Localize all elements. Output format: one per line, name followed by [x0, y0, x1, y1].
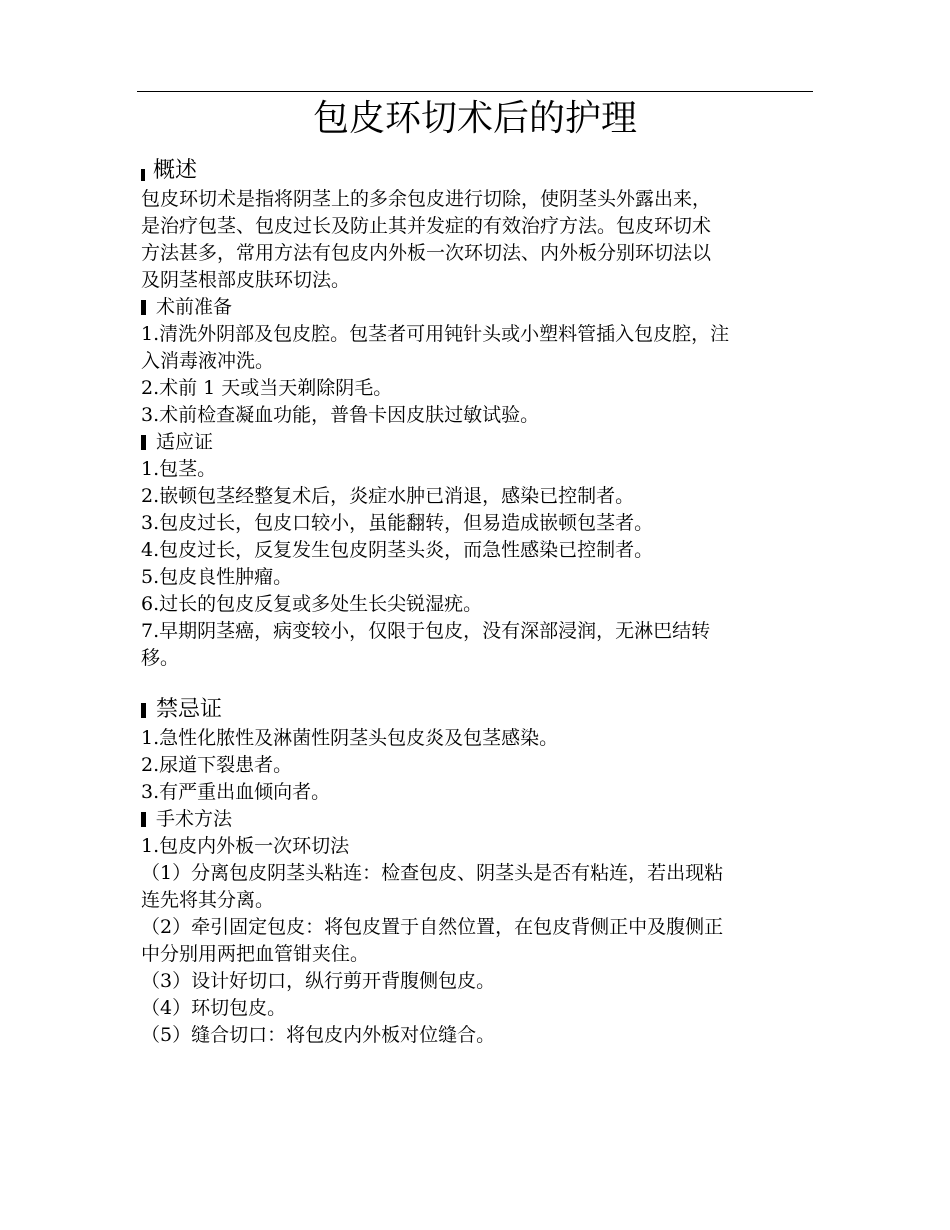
section-heading-label: 概述 [153, 158, 198, 183]
paragraph-line: 及阴茎根部皮肤环切法。 [141, 269, 351, 291]
paragraph-line: 包皮环切术是指将阴茎上的多余包皮进行切除，使阴茎头外露出来， [141, 188, 712, 210]
section-marker-icon [141, 300, 146, 315]
list-item: 4.包皮过长，反复发生包皮阴茎头炎，而急性感染已控制者。 [141, 539, 654, 561]
list-item: 1.急性化脓性及淋菌性阴茎头包皮炎及包茎感染。 [141, 727, 559, 749]
section-heading-overview [141, 155, 821, 186]
list-item: 7.早期阴茎癌，病变较小，仅限于包皮，没有深部浸润，无淋巴结转 [141, 620, 711, 642]
list-item: 2.嵌顿包茎经整复术后，炎症水肿已消退，感染已控制者。 [141, 485, 635, 507]
list-item: 3.有严重出血倾向者。 [141, 781, 331, 803]
section-marker-icon [141, 435, 146, 450]
section-marker-icon [141, 703, 146, 718]
list-item: （4）环切包皮。 [141, 997, 287, 1019]
section-heading-label: 术前准备 [156, 296, 233, 318]
paragraph-line: 是治疗包茎、包皮过长及防止其并发症的有效治疗方法。包皮环切术 [141, 215, 712, 237]
list-item: 5.包皮良性肿瘤。 [141, 566, 293, 588]
list-item: 3.术前检查凝血功能，普鲁卡因皮肤过敏试验。 [141, 404, 540, 426]
list-item: （5）缝合切口：将包皮内外板对位缝合。 [141, 1024, 496, 1046]
section-heading-preop [141, 294, 821, 321]
section-spacer [141, 672, 821, 694]
list-item: 中分别用两把血管钳夹住。 [141, 943, 370, 965]
list-item: 1.包茎。 [141, 458, 217, 480]
list-item: （3）设计好切口，纵行剪开背腹侧包皮。 [141, 970, 496, 992]
section-marker-icon [141, 169, 145, 181]
list-item: 移。 [141, 647, 180, 669]
document-body [141, 155, 821, 1049]
list-item: 6.过长的包皮反复或多处生长尖锐湿疣。 [141, 593, 483, 615]
paragraph-line: 方法甚多，常用方法有包皮内外板一次环切法、内外板分别环切法以 [141, 242, 712, 264]
top-rule [137, 91, 813, 92]
list-item: 3.包皮过长，包皮口较小，虽能翻转，但易造成嵌顿包茎者。 [141, 512, 654, 534]
page-title: 包皮环切术后的护理 [312, 98, 637, 139]
list-item: 入消毒液冲洗。 [141, 350, 275, 372]
list-item: 2.术前 1 天或当天剃除阴毛。 [141, 377, 393, 399]
list-item: 1.包皮内外板一次环切法 [141, 835, 350, 857]
section-heading-label: 手术方法 [156, 808, 233, 830]
list-item: 2.尿道下裂患者。 [141, 754, 293, 776]
list-item: （2）牵引固定包皮：将包皮置于自然位置，在包皮背侧正中及腹侧正 [141, 916, 724, 938]
list-item: 1.清洗外阴部及包皮腔。包茎者可用钝针头或小塑料管插入包皮腔，注 [141, 323, 730, 345]
list-item: 连先将其分离。 [141, 889, 275, 911]
section-heading-label: 禁忌证 [156, 697, 223, 722]
section-heading-indications [141, 429, 821, 456]
section-marker-icon [141, 812, 146, 827]
list-item: （1）分离包皮阴茎头粘连：检查包皮、阴茎头是否有粘连，若出现粘 [141, 862, 724, 884]
section-heading-methods [141, 806, 821, 833]
section-heading-contraindications [141, 694, 821, 725]
section-heading-label: 适应证 [156, 431, 214, 453]
